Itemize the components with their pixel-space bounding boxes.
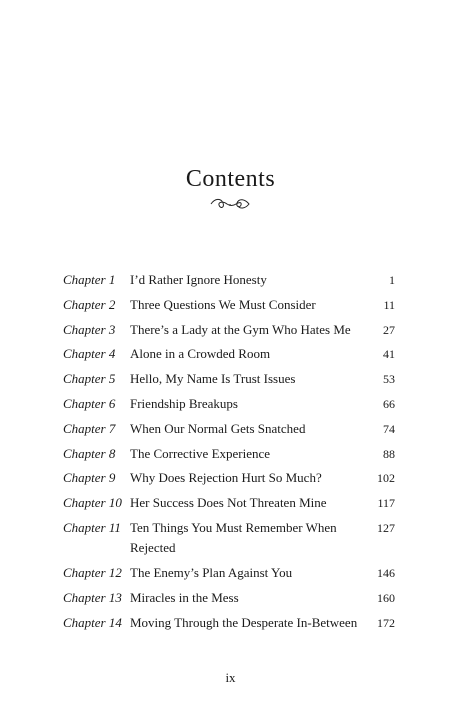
page-number: 172 <box>377 615 395 630</box>
chapter-label: Chapter 4 <box>63 346 116 362</box>
chapter-label: Chapter 11 <box>63 519 121 535</box>
toc-entry <box>0 468 461 493</box>
chapter-label: Chapter 10 <box>63 495 122 511</box>
page-number: 74 <box>383 421 395 436</box>
page-number: 1 <box>389 273 395 287</box>
chapter-title: When Our Normal Gets Snatched <box>130 420 306 436</box>
chapter-label: Chapter 5 <box>63 371 116 387</box>
page-number: 41 <box>383 347 395 362</box>
page-number: 27 <box>383 322 395 337</box>
chapter-title: Hello, My Name Is Trust Issues <box>130 371 296 387</box>
page-title: Contents <box>185 166 276 192</box>
chapter-label: Chapter 2 <box>63 296 116 312</box>
chapter-label: Chapter 7 <box>63 420 116 436</box>
page-number: 160 <box>377 590 395 605</box>
chapter-title: Why Does Rejection Hurt So Much? <box>130 470 322 486</box>
page-number: 117 <box>377 496 395 511</box>
chapter-label: Chapter 12 <box>63 564 122 580</box>
page-number: 88 <box>383 446 395 461</box>
toc-entry <box>0 394 461 419</box>
toc-entry <box>0 613 461 658</box>
chapter-title: There’s a Lady at the Gym Who Hates Me <box>130 321 351 337</box>
chapter-label: Chapter 6 <box>63 395 116 411</box>
chapter-title: Three Questions We Must Consider <box>130 296 316 312</box>
page-number: 102 <box>377 471 395 486</box>
page-number: 66 <box>383 396 395 411</box>
page-number: 11 <box>383 297 395 312</box>
chapter-title: Moving Through the Desperate In-Between <box>130 614 358 630</box>
chapter-title: I’d Rather Ignore Honesty <box>130 272 267 287</box>
flourish-ornament-icon <box>207 196 253 212</box>
toc-entry <box>0 444 461 469</box>
chapter-label: Chapter 9 <box>63 470 116 486</box>
chapter-label: Chapter 1 <box>63 272 116 287</box>
chapter-title: Alone in a Crowded Room <box>130 346 271 362</box>
toc-entry <box>0 563 461 588</box>
toc-entry <box>0 344 461 369</box>
chapter-title: Miracles in the Mess <box>130 589 239 605</box>
page-number: 53 <box>383 372 395 387</box>
chapter-label: Chapter 3 <box>63 321 116 337</box>
toc-entry <box>0 588 461 613</box>
chapter-title: Friendship Breakups <box>130 395 238 411</box>
page-number: 146 <box>377 565 395 580</box>
chapter-label: Chapter 14 <box>63 614 122 630</box>
toc-entry <box>0 493 461 518</box>
toc-entry <box>0 320 461 345</box>
folio-page-number: ix <box>225 670 236 685</box>
chapter-title: Her Success Does Not Threaten Mine <box>130 495 327 511</box>
chapter-title: The Enemy’s Plan Against You <box>130 564 293 580</box>
toc-entry <box>0 369 461 394</box>
chapter-label: Chapter 8 <box>63 445 116 461</box>
toc-entry <box>0 419 461 444</box>
chapter-title: Ten Things You Must Remember When Rejected <box>130 519 337 555</box>
toc-entry <box>0 518 461 563</box>
chapter-title: The Corrective Experience <box>130 445 271 461</box>
table-of-contents <box>0 270 461 658</box>
page-number: 127 <box>377 520 395 535</box>
chapter-label: Chapter 13 <box>63 589 122 605</box>
toc-entry <box>0 295 461 320</box>
toc-entry <box>0 270 461 295</box>
